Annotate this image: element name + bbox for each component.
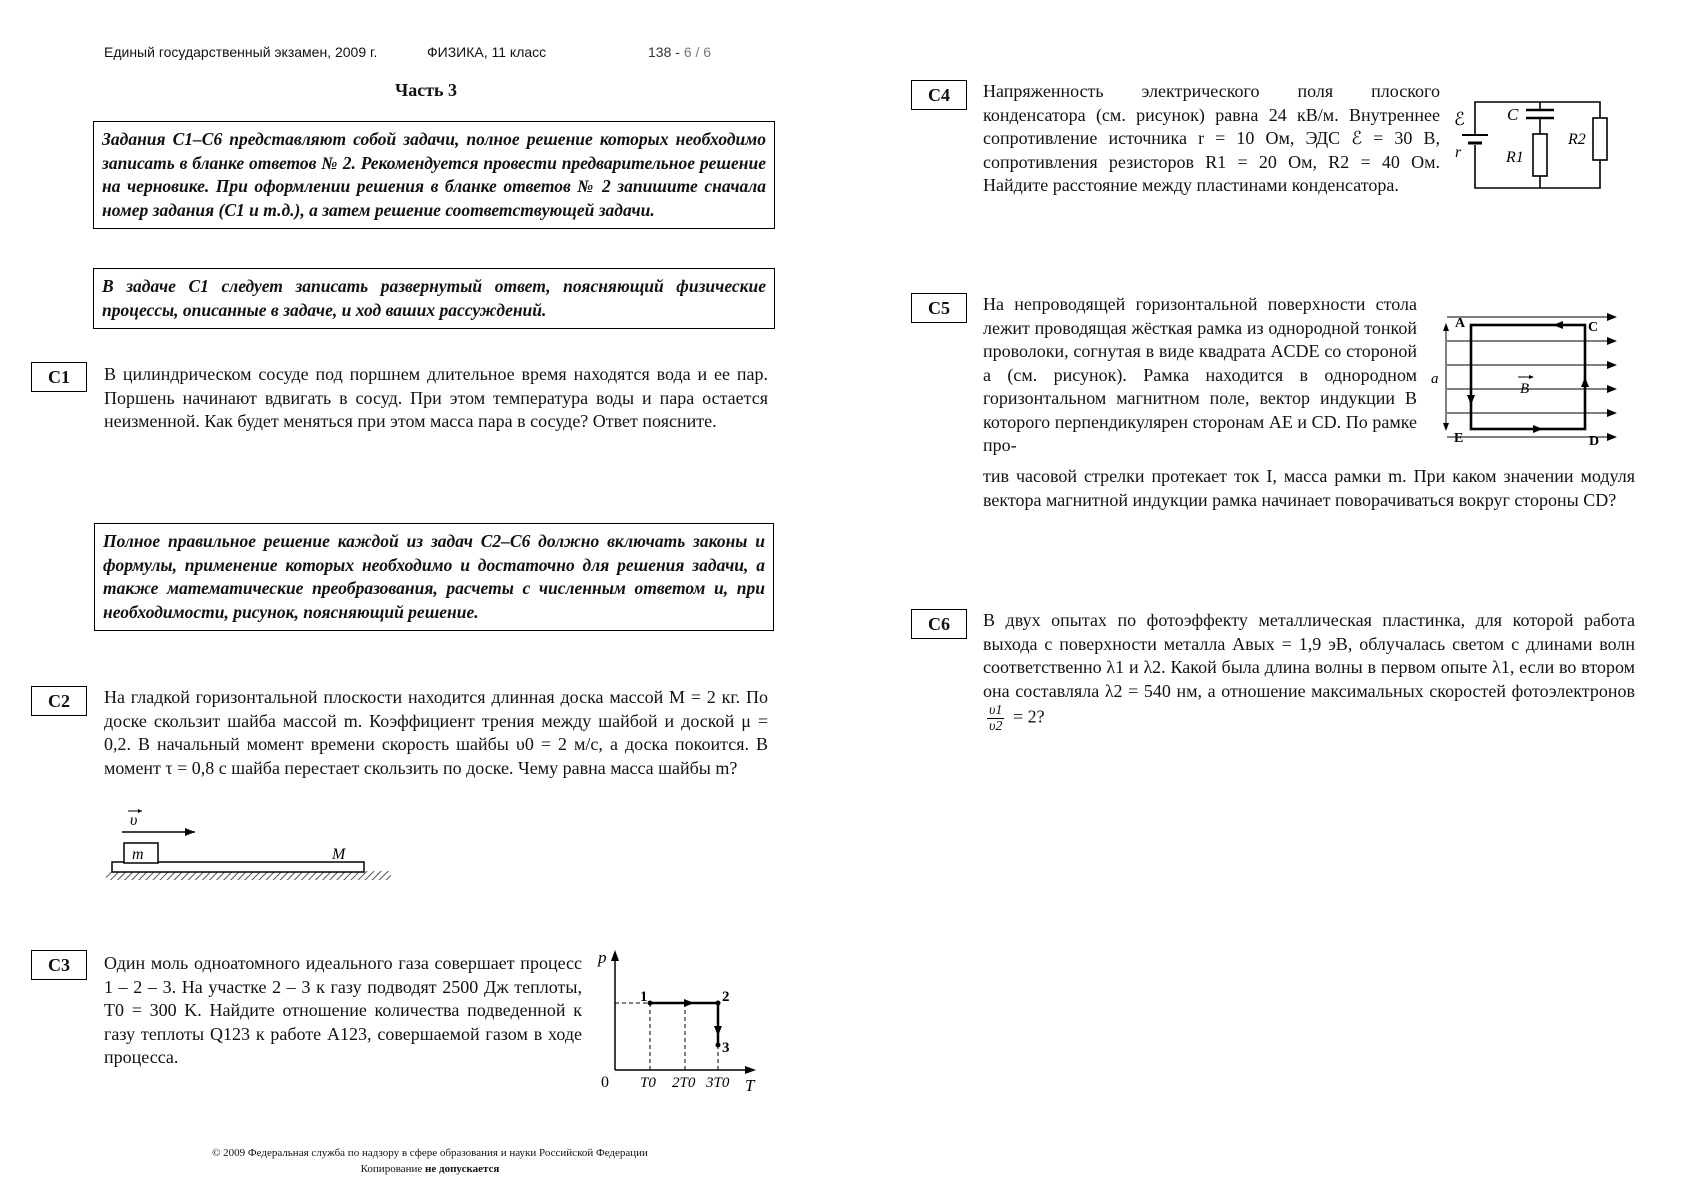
corner-d: D <box>1589 434 1600 449</box>
point-1-label: 1 <box>640 989 648 1005</box>
corner-a: A <box>1455 316 1466 331</box>
task-c1-text: В цилиндрическом сосуде под поршнем длительное время находятся вода и ее пар. Поршень начинают вдвигать в сосуд. При этом температура воды и пара остается неизменной. Как будет меняться при этом масса пара в сосуде? Ответ поясните. <box>104 364 768 431</box>
c3-pt-graph <box>590 945 765 1095</box>
side-dimension-bottom-arrow <box>1443 423 1449 431</box>
puck-label: m <box>132 846 144 863</box>
point-1 <box>648 1001 653 1006</box>
task-c6-tail: = 2? <box>1012 706 1045 727</box>
board-label: M <box>332 846 346 863</box>
emf-label: ℰ <box>1454 109 1465 129</box>
point-2 <box>716 1001 721 1006</box>
origin-label: 0 <box>601 1074 609 1091</box>
subject-title: ФИЗИКА, 11 класс <box>427 44 547 60</box>
point-3-label: 3 <box>722 1040 730 1056</box>
r2-label: R2 <box>1568 131 1586 148</box>
velocity-ratio <box>987 703 1004 734</box>
task-c4-text: Напряженность электрического поля плоского конденсатора (см. рисунок) равна 24 кВ/м. Внутреннее сопротивление источника r = 10 Ом, ЭДС ℰ = 30 В, сопротивления резисторов R1 = 20 Ом, R2 = 40 Ом. Найдите расстояние между пластинами конденсатора. <box>983 81 1440 195</box>
task-c5-text-bottom: тив часовой стрелки протекает ток I, масса рамки m. При каком значении модуля вектора магнитной индукции рамка начинает поворачиваться вокруг стороны CD? <box>983 466 1635 510</box>
task-c5-text-top: На непроводящей горизонтальной поверхности стола лежит проводящая жёсткая рамка из однородной тонкой проволоки, согнутая в виде квадрата ACDE со стороной a (см. рисунок). Рамка находится в однородном горизонтальном магнитном поле, вектор индукции B которого перпендикулярен сторонам AE и CD. По рамке про- <box>983 294 1417 455</box>
task-c3-label: С3 <box>31 950 87 980</box>
side-dimension-top-arrow <box>1443 323 1449 331</box>
current-arrow-right <box>1581 377 1589 387</box>
tick-t0: T0 <box>640 1075 656 1091</box>
task-c6-label: С6 <box>911 609 967 639</box>
c1-note: В задаче С1 следует записать развернутый ответ, поясняющий физические процессы, описанные в задаче, и ход ваших рассуждений. <box>93 268 775 329</box>
footer-copy-emphasis: не допускается <box>425 1163 500 1175</box>
task-c2-label: С2 <box>31 686 87 716</box>
current-arrow-top <box>1553 321 1563 329</box>
cap-label: C <box>1507 105 1519 124</box>
velocity-arrowhead <box>185 828 195 836</box>
point-3 <box>716 1043 721 1048</box>
process-1-2-arrow <box>684 999 694 1007</box>
tick-2t0: 2T0 <box>672 1075 696 1091</box>
p-axis-arrow <box>611 950 619 961</box>
ratio-denominator: υ2 <box>989 719 1003 734</box>
resistor-r1 <box>1533 134 1547 176</box>
task-c2-text: На гладкой горизонтальной плоскости находится длинная доска массой M = 2 кг. По доске скользит шайба массой m. Коэффициент трения между шайбой и доской μ = 0,2. В начальный момент времени скорость шайбы υ0 = 2 м/с, а доска покоится. В момент τ = 0,8 с шайба перестает скользить по доске. Чему равна масса шайбы m? <box>104 687 768 778</box>
task-c1-label: С1 <box>31 362 87 392</box>
field-label: B <box>1520 381 1530 397</box>
field-arrowheads <box>1607 313 1617 441</box>
intro-note: Задания С1–С6 представляют собой задачи, полное решение которых необходимо записать в бланке ответов № 2. Рекомендуется провести предварительное решение на черновике. При оформлении решения в бланке ответов № 2 запишите сначала номер задания (С1 и т.д.), а затем решение соответствующей задачи. <box>93 121 775 229</box>
corner-e: E <box>1454 431 1464 446</box>
current-arrow-left <box>1467 395 1475 405</box>
velocity-label: υ <box>130 812 138 829</box>
part-title: Часть 3 <box>395 80 458 100</box>
footer-copyright: © 2009 Федеральная служба по надзору в сфере образования и науки Российской Федерации <box>212 1147 648 1159</box>
page-code <box>648 44 711 60</box>
page-number: 6 / 6 <box>683 44 712 60</box>
task-c5-label: С5 <box>911 293 967 323</box>
point-2-label: 2 <box>722 989 730 1005</box>
t-axis-label: T <box>745 1076 755 1095</box>
task-c6-text <box>983 609 1635 734</box>
page-code-text: 138 - <box>648 44 680 60</box>
c2-figure <box>100 805 400 895</box>
tick-3t0: 3T0 <box>706 1075 730 1091</box>
process-2-3-arrow <box>714 1026 722 1036</box>
c5-frame-figure <box>1425 305 1625 450</box>
r1-label: R1 <box>1506 149 1524 166</box>
exam-title: Единый государственный экзамен, 2009 г. <box>104 44 378 60</box>
footer-copy-prefix: Копирование <box>360 1163 426 1175</box>
p-axis-label: p <box>598 948 607 967</box>
footer-copy-note <box>130 1162 730 1177</box>
velocity-vector-mark-head <box>138 809 142 813</box>
ratio-numerator: υ1 <box>989 703 1003 718</box>
task-c4-label: С4 <box>911 80 967 110</box>
r-label: r <box>1455 144 1462 161</box>
corner-c: C <box>1588 320 1599 335</box>
t-axis-arrow <box>745 1066 756 1074</box>
resistor-r2 <box>1593 118 1607 160</box>
field-vector-mark-head <box>1529 375 1534 379</box>
task-c3-text: Один моль одноатомного идеального газа совершает процесс 1 – 2 – 3. На участке 2 – 3 к газу подводят 2500 Дж теплоты, T0 = 300 K. Найдите отношение количества подведенной к газу теплоты Q123 к работе A123, совершаемой газом в ходе процесса. <box>104 953 582 1067</box>
current-arrow-bottom <box>1533 425 1543 433</box>
side-label: a <box>1431 371 1439 387</box>
task-c6-main: В двух опытах по фотоэффекту металлическая пластинка, для которой работа выхода с поверхности металла Aвых = 1,9 эВ, облучалась светом с длинами волн соответственно λ1 и λ2. Какой была длина волны в первом опыте λ1, если во втором она составляла λ2 = 540 нм, а отношение максимальных скоростей фотоэлектронов <box>983 610 1635 701</box>
c2-c6-note: Полное правильное решение каждой из задач С2–С6 должно включать законы и формулы, применение которых необходимо и достаточно для решения задачи, а также математические преобразования, расчеты с численным ответом и, при необходимости, рисунок, поясняющий решение. <box>94 523 774 631</box>
c4-circuit <box>1450 90 1610 200</box>
